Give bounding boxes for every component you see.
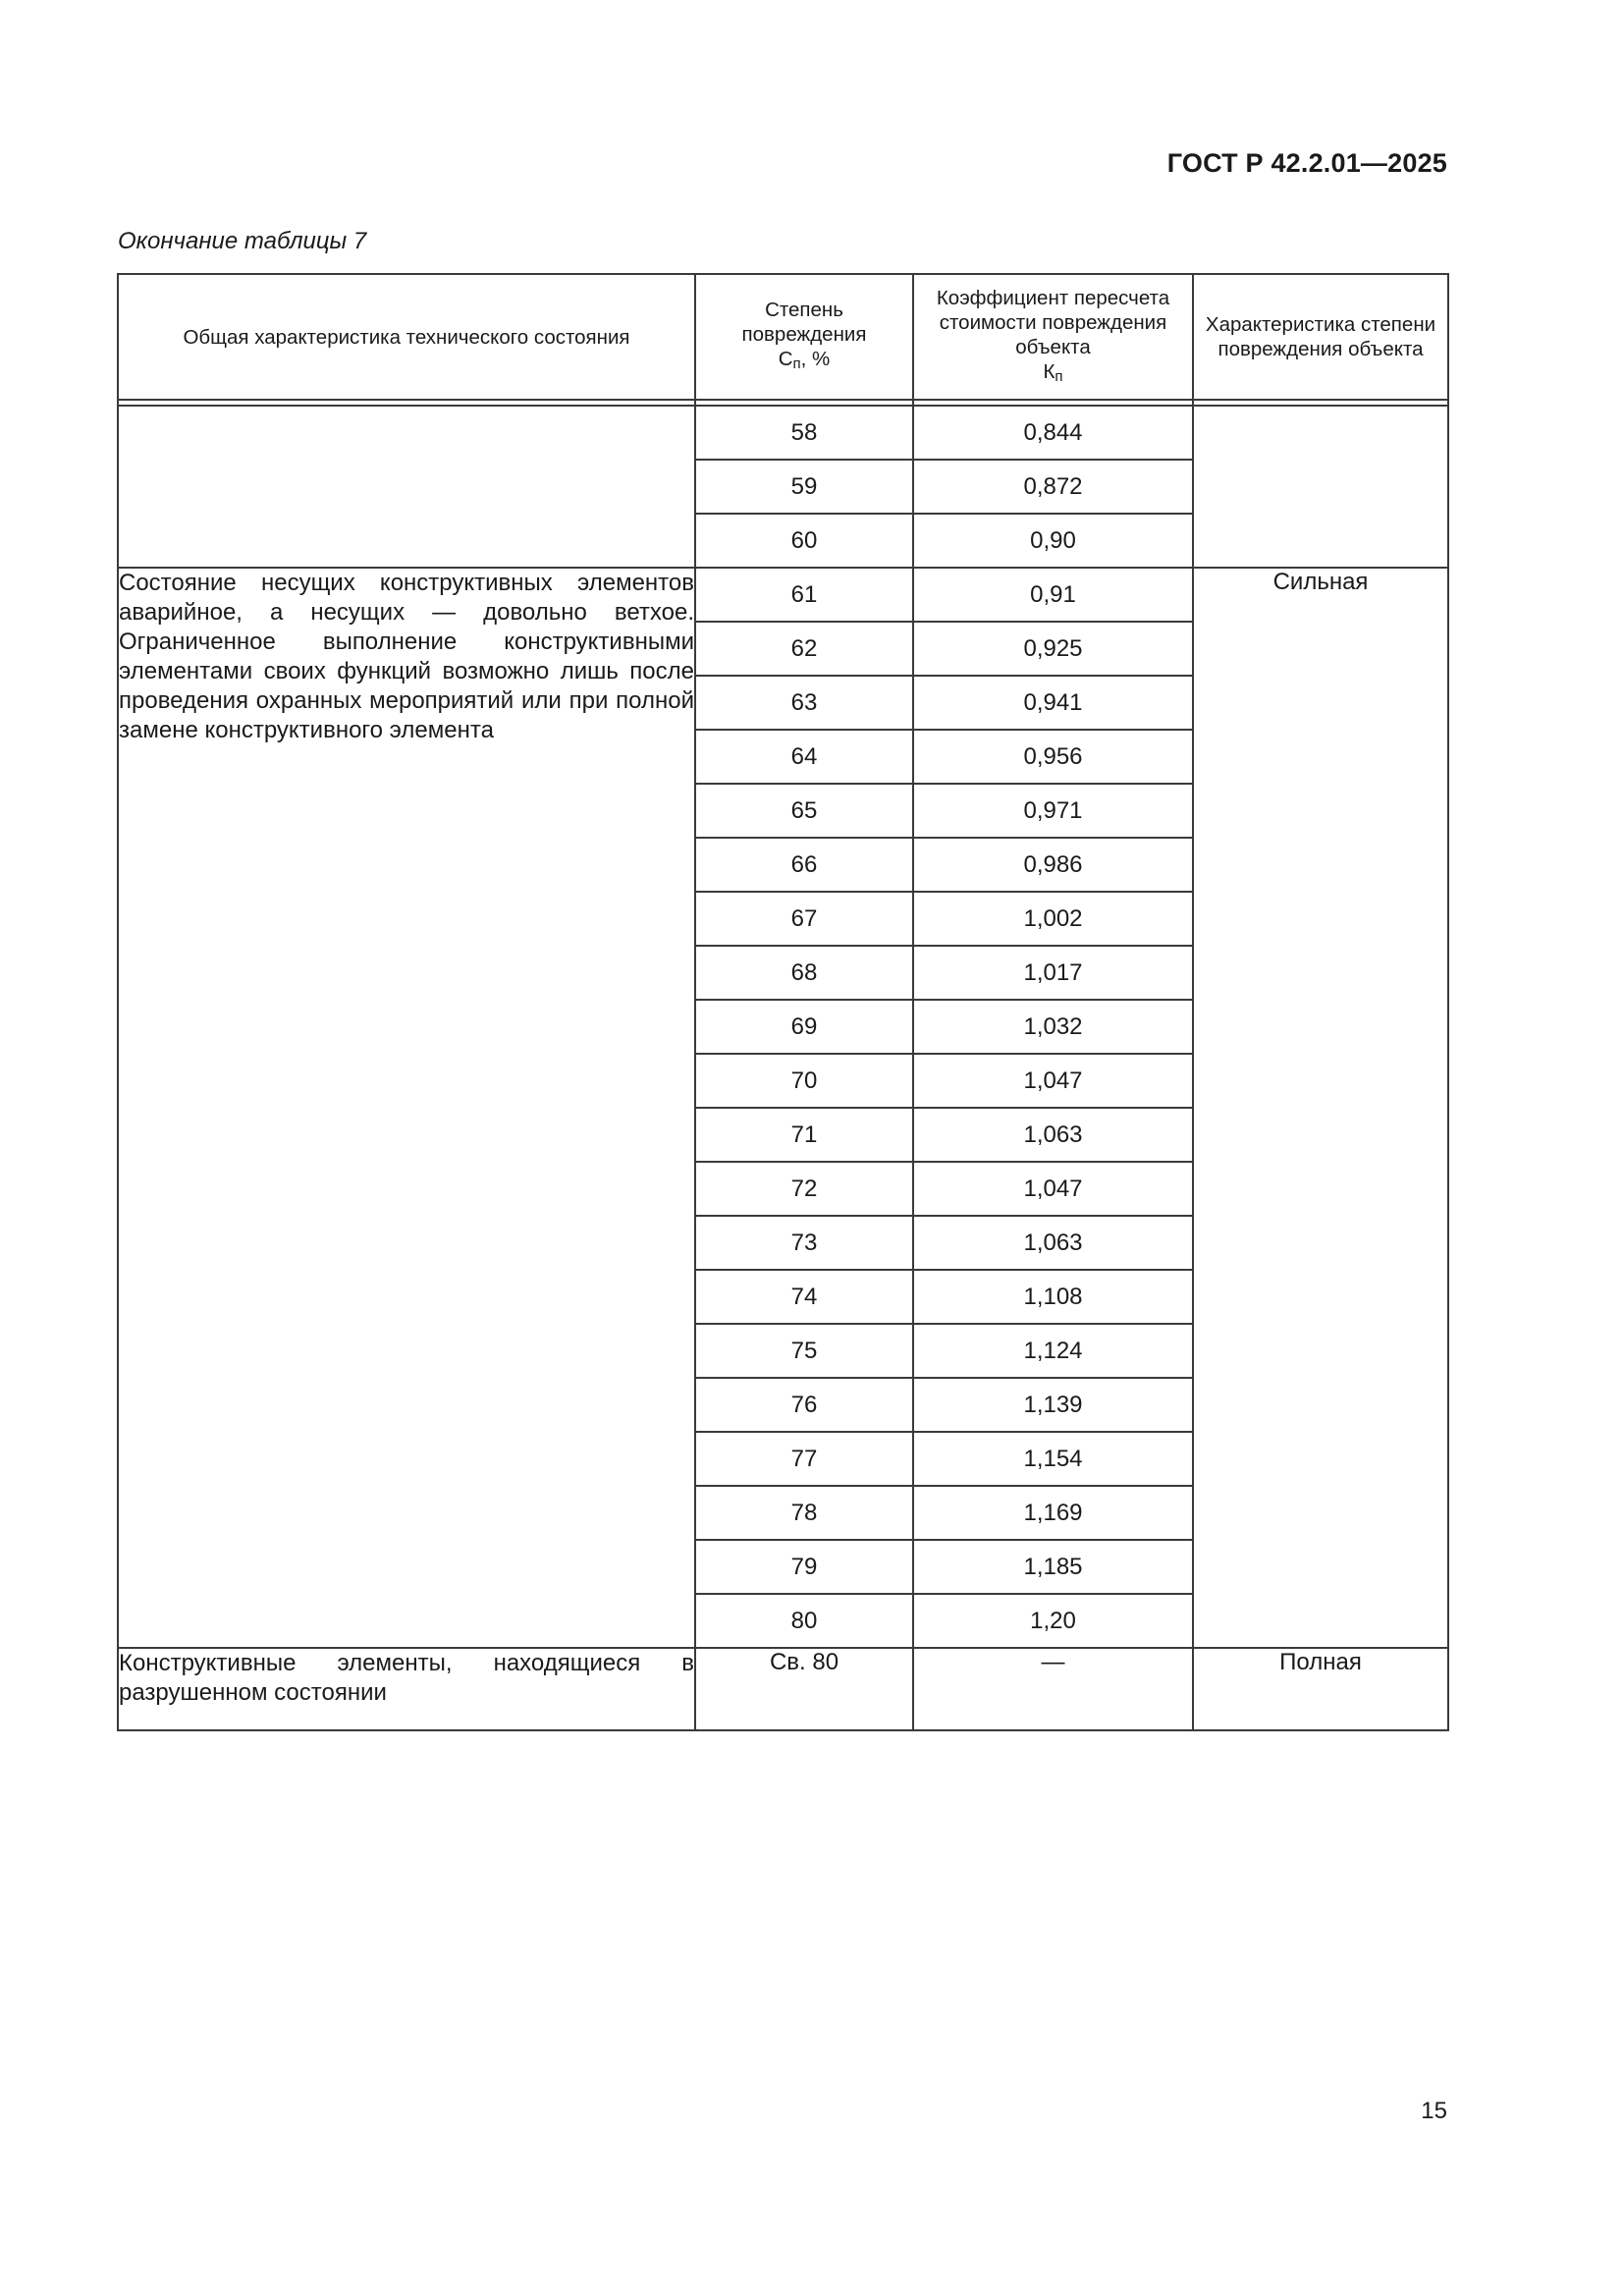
coefficient-cell: —	[913, 1648, 1193, 1730]
table-body	[118, 406, 1448, 1730]
coefficient-cell: 0,91	[913, 568, 1193, 622]
damage-degree-cell: 76	[695, 1378, 913, 1432]
damage-degree-cell: 74	[695, 1270, 913, 1324]
damage-degree-cell: 80	[695, 1594, 913, 1648]
coefficient-cell: 1,139	[913, 1378, 1193, 1432]
header-damage-degree: Степень повреждения $С_п$, %	[695, 274, 913, 400]
damage-characteristic-cell: Полная	[1193, 1648, 1448, 1730]
damage-degree-cell: 60	[695, 514, 913, 568]
damage-degree-cell: 72	[695, 1162, 913, 1216]
damage-degree-cell: 79	[695, 1540, 913, 1594]
table-row	[118, 406, 1448, 460]
coefficient-cell: 1,108	[913, 1270, 1193, 1324]
coefficient-cell: 1,124	[913, 1324, 1193, 1378]
coefficient-cell: 1,154	[913, 1432, 1193, 1486]
coefficient-cell: 0,925	[913, 622, 1193, 676]
damage-characteristic-cell: Сильная	[1193, 568, 1448, 1648]
damage-degree-cell: 73	[695, 1216, 913, 1270]
damage-degree-cell: 77	[695, 1432, 913, 1486]
row-description: Конструктивные элементы, находящиеся в разрушенном состоянии	[118, 1648, 695, 1730]
damage-degree-cell: 70	[695, 1054, 913, 1108]
damage-degree-cell: 65	[695, 784, 913, 838]
coefficient-cell: 1,063	[913, 1216, 1193, 1270]
damage-degree-cell: 62	[695, 622, 913, 676]
damage-degree-cell: Св. 80	[695, 1648, 913, 1730]
header-general-condition: Общая характеристика технического состояния	[118, 274, 695, 400]
damage-degree-cell: 59	[695, 460, 913, 514]
table-row	[118, 568, 1448, 622]
coefficient-cell: 1,047	[913, 1054, 1193, 1108]
coefficient-cell: 0,844	[913, 406, 1193, 460]
coefficient-cell: 1,185	[913, 1540, 1193, 1594]
damage-degree-cell: 64	[695, 730, 913, 784]
header-cost-coefficient: Коэффициент пересчета стоимости повреждения объекта $К_п$	[913, 274, 1193, 400]
coefficient-cell: 1,063	[913, 1108, 1193, 1162]
damage-degree-cell: 67	[695, 892, 913, 946]
table-row	[118, 1648, 1448, 1730]
table-caption: Окончание таблицы 7	[118, 228, 367, 254]
damage-characteristic-cell	[1193, 406, 1448, 568]
document-standard-number: ГОСТ Р 42.2.01—2025	[1166, 148, 1447, 178]
coefficient-cell: 0,90	[913, 514, 1193, 568]
coefficient-cell: 1,047	[913, 1162, 1193, 1216]
coefficient-cell: 1,017	[913, 946, 1193, 1000]
coefficient-cell: 1,20	[913, 1594, 1193, 1648]
page-number: 15	[1421, 2098, 1447, 2124]
damage-degree-cell: 66	[695, 838, 913, 892]
damage-degree-cell: 71	[695, 1108, 913, 1162]
coefficient-cell: 1,169	[913, 1486, 1193, 1540]
damage-degree-cell: 63	[695, 676, 913, 730]
table-header-row	[118, 274, 1448, 400]
damage-degree-cell: 75	[695, 1324, 913, 1378]
damage-degree-cell: 61	[695, 568, 913, 622]
damage-degree-cell: 68	[695, 946, 913, 1000]
damage-degree-cell: 69	[695, 1000, 913, 1054]
coefficient-cell: 0,941	[913, 676, 1193, 730]
damage-degree-cell: 78	[695, 1486, 913, 1540]
header-damage-characteristic: Характеристика степени повреждения объекта	[1193, 274, 1448, 400]
coefficient-cell: 0,956	[913, 730, 1193, 784]
coefficient-cell: 0,971	[913, 784, 1193, 838]
coefficient-cell: 1,002	[913, 892, 1193, 946]
damage-degree-cell: 58	[695, 406, 913, 460]
coefficient-cell: 0,872	[913, 460, 1193, 514]
row-description	[118, 406, 695, 568]
coefficient-cell: 0,986	[913, 838, 1193, 892]
coefficient-cell: 1,032	[913, 1000, 1193, 1054]
row-description: Состояние несущих конструктивных элементов аварийное, а несущих — довольно ветхое. Ограниченное выполнение конструктивными элементами своих функций возможно лишь после проведения охранных мероприятий или при полной замене конструктивного элемента	[118, 568, 695, 1648]
damage-table	[117, 273, 1449, 1731]
